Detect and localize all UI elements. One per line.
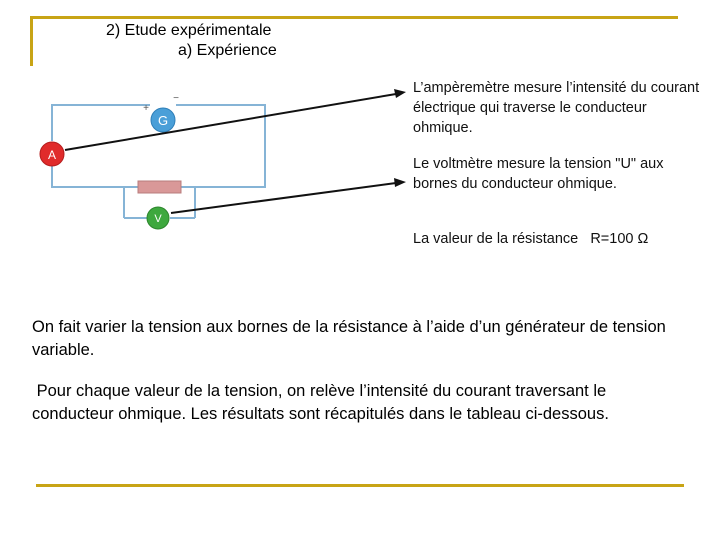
voltmeter-symbol bbox=[147, 207, 169, 229]
bottom-accent-bar bbox=[36, 484, 684, 487]
subsection-heading: a) Expérience bbox=[178, 42, 277, 59]
section-heading: 2) Etude expérimentale bbox=[106, 22, 272, 39]
voltmeter-note: Le voltmètre mesure la tension "U" aux bornes du conducteur ohmique. bbox=[413, 156, 664, 192]
resistor-symbol bbox=[138, 181, 181, 193]
pointer-arrows bbox=[65, 89, 406, 213]
generator-minus: − bbox=[173, 93, 179, 104]
paragraph-measurement: Pour chaque valeur de la tension, on relève l’intensité du courant traversant le conducteur ohmique. Les résultats sont récapitulés dans le tableau ci-dessous. bbox=[32, 382, 611, 423]
resistance-note: La valeur de la résistance R=100 Ω bbox=[413, 231, 649, 247]
arrowhead-icon bbox=[394, 178, 406, 187]
generator-label: G bbox=[157, 113, 169, 128]
arrowhead-icon bbox=[394, 89, 406, 98]
generator-plus: + bbox=[143, 103, 149, 114]
ammeter-label: A bbox=[47, 148, 57, 162]
ammeter-symbol bbox=[40, 142, 64, 166]
ammeter-note: L’ampèremètre mesure l’intensité du courant électrique qui traverse le conducteur ohmique. bbox=[413, 80, 700, 136]
paragraph-variation: On fait varier la tension aux bornes de la résistance à l’aide d’un générateur de tension variable. bbox=[32, 318, 666, 359]
ammeter-pointer-line bbox=[65, 94, 396, 150]
voltmeter-label: V bbox=[154, 213, 162, 225]
generator-symbol bbox=[143, 93, 179, 132]
